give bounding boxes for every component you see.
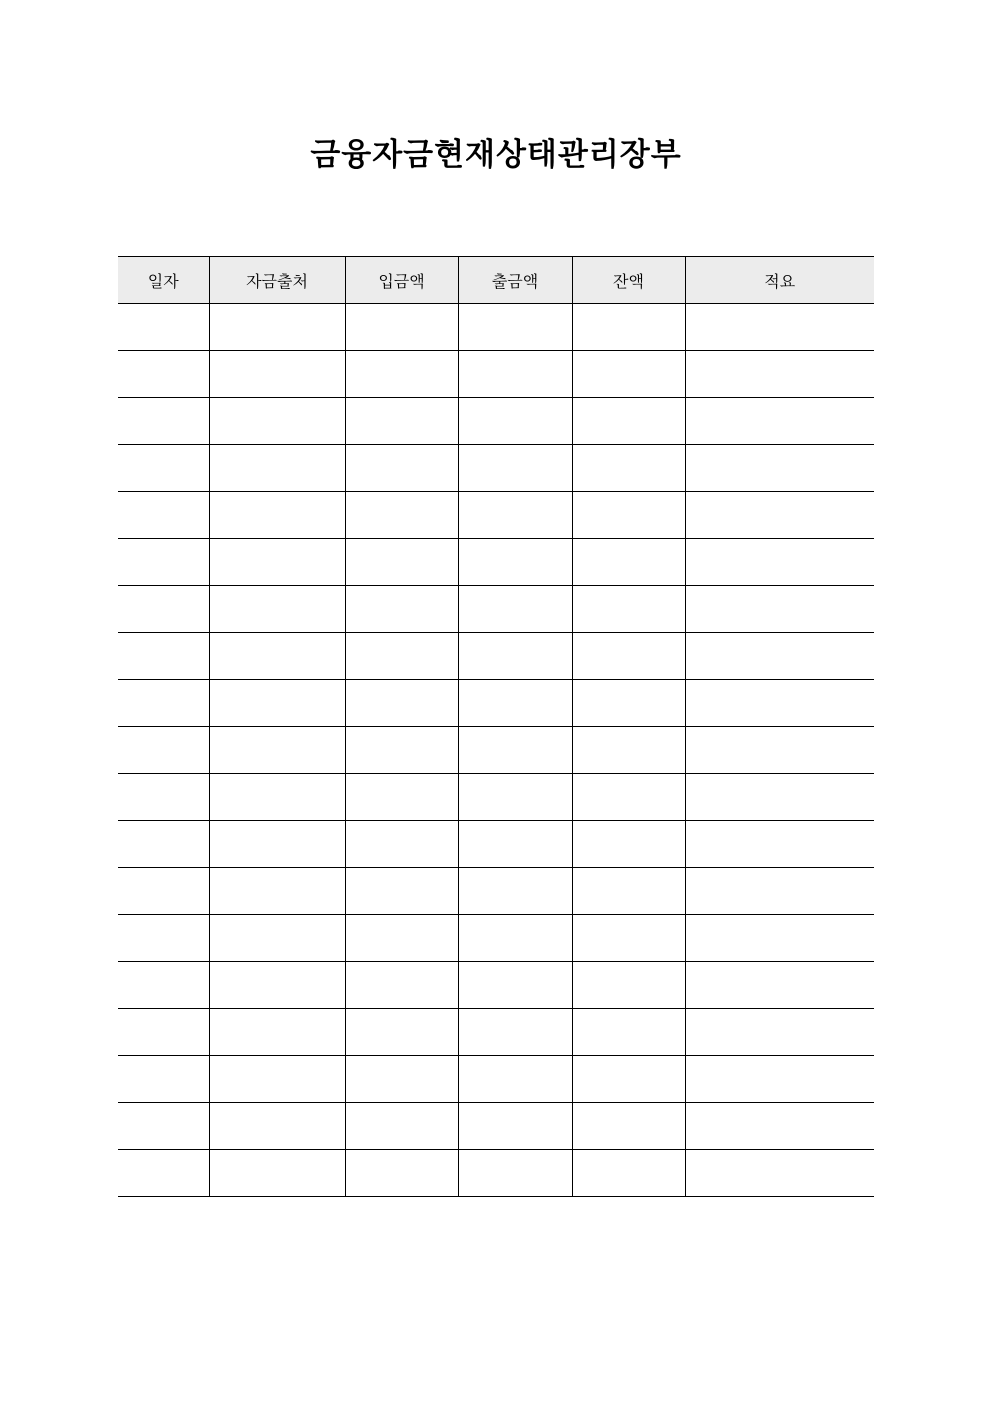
memo-cell[interactable] xyxy=(685,727,874,774)
fund-source-cell[interactable] xyxy=(209,445,345,492)
fund-source-cell[interactable] xyxy=(209,1009,345,1056)
fund-source-cell[interactable] xyxy=(209,586,345,633)
deposit-cell[interactable] xyxy=(345,821,458,868)
date-cell[interactable] xyxy=(118,680,209,727)
memo-cell[interactable] xyxy=(685,1056,874,1103)
memo-cell[interactable] xyxy=(685,821,874,868)
table-row xyxy=(118,304,874,351)
withdrawal-cell[interactable] xyxy=(458,1150,572,1197)
withdrawal-cell[interactable] xyxy=(458,727,572,774)
memo-cell[interactable] xyxy=(685,1150,874,1197)
withdrawal-cell[interactable] xyxy=(458,1056,572,1103)
deposit-cell[interactable] xyxy=(345,680,458,727)
date-cell[interactable] xyxy=(118,304,209,351)
withdrawal-cell[interactable] xyxy=(458,539,572,586)
table-row xyxy=(118,351,874,398)
deposit-cell[interactable] xyxy=(345,539,458,586)
fund-source-cell[interactable] xyxy=(209,821,345,868)
date-cell[interactable] xyxy=(118,586,209,633)
column-header-withdrawal: 출금액 xyxy=(458,257,572,304)
deposit-cell[interactable] xyxy=(345,586,458,633)
ledger-table xyxy=(118,256,874,1197)
fund-source-cell[interactable] xyxy=(209,727,345,774)
column-header-fund-source: 자금출처 xyxy=(209,257,345,304)
date-cell[interactable] xyxy=(118,727,209,774)
table-row xyxy=(118,398,874,445)
balance-cell[interactable] xyxy=(572,1009,685,1056)
balance-cell[interactable] xyxy=(572,1056,685,1103)
deposit-cell[interactable] xyxy=(345,1009,458,1056)
table-row xyxy=(118,1009,874,1056)
memo-cell[interactable] xyxy=(685,868,874,915)
date-cell[interactable] xyxy=(118,492,209,539)
fund-source-cell[interactable] xyxy=(209,1150,345,1197)
deposit-cell[interactable] xyxy=(345,633,458,680)
withdrawal-cell[interactable] xyxy=(458,962,572,1009)
balance-cell[interactable] xyxy=(572,680,685,727)
fund-source-cell[interactable] xyxy=(209,492,345,539)
memo-cell[interactable] xyxy=(685,633,874,680)
memo-cell[interactable] xyxy=(685,398,874,445)
fund-source-cell[interactable] xyxy=(209,398,345,445)
fund-source-cell[interactable] xyxy=(209,304,345,351)
date-cell[interactable] xyxy=(118,1056,209,1103)
deposit-cell[interactable] xyxy=(345,445,458,492)
withdrawal-cell[interactable] xyxy=(458,868,572,915)
withdrawal-cell[interactable] xyxy=(458,445,572,492)
balance-cell[interactable] xyxy=(572,727,685,774)
ledger-header-row xyxy=(118,257,874,304)
withdrawal-cell[interactable] xyxy=(458,821,572,868)
balance-cell[interactable] xyxy=(572,774,685,821)
table-row xyxy=(118,539,874,586)
deposit-cell[interactable] xyxy=(345,398,458,445)
withdrawal-cell[interactable] xyxy=(458,1103,572,1150)
table-row xyxy=(118,962,874,1009)
table-row xyxy=(118,868,874,915)
deposit-cell[interactable] xyxy=(345,915,458,962)
memo-cell[interactable] xyxy=(685,539,874,586)
date-cell[interactable] xyxy=(118,774,209,821)
table-row xyxy=(118,1056,874,1103)
table-row xyxy=(118,633,874,680)
balance-cell[interactable] xyxy=(572,539,685,586)
deposit-cell[interactable] xyxy=(345,1056,458,1103)
table-row xyxy=(118,1150,874,1197)
fund-source-cell[interactable] xyxy=(209,1103,345,1150)
memo-cell[interactable] xyxy=(685,445,874,492)
withdrawal-cell[interactable] xyxy=(458,304,572,351)
balance-cell[interactable] xyxy=(572,1150,685,1197)
memo-cell[interactable] xyxy=(685,680,874,727)
withdrawal-cell[interactable] xyxy=(458,398,572,445)
fund-source-cell[interactable] xyxy=(209,680,345,727)
date-cell[interactable] xyxy=(118,962,209,1009)
fund-source-cell[interactable] xyxy=(209,633,345,680)
column-header-date: 일자 xyxy=(118,257,209,304)
fund-source-cell[interactable] xyxy=(209,915,345,962)
memo-cell[interactable] xyxy=(685,774,874,821)
deposit-cell[interactable] xyxy=(345,727,458,774)
balance-cell[interactable] xyxy=(572,445,685,492)
fund-source-cell[interactable] xyxy=(209,962,345,1009)
balance-cell[interactable] xyxy=(572,351,685,398)
deposit-cell[interactable] xyxy=(345,304,458,351)
memo-cell[interactable] xyxy=(685,304,874,351)
fund-source-cell[interactable] xyxy=(209,351,345,398)
balance-cell[interactable] xyxy=(572,868,685,915)
ledger-body xyxy=(118,304,874,1197)
table-row xyxy=(118,915,874,962)
memo-cell[interactable] xyxy=(685,351,874,398)
fund-source-cell[interactable] xyxy=(209,868,345,915)
date-cell[interactable] xyxy=(118,351,209,398)
memo-cell[interactable] xyxy=(685,492,874,539)
fund-source-cell[interactable] xyxy=(209,774,345,821)
withdrawal-cell[interactable] xyxy=(458,586,572,633)
balance-cell[interactable] xyxy=(572,492,685,539)
memo-cell[interactable] xyxy=(685,1009,874,1056)
table-row xyxy=(118,774,874,821)
balance-cell[interactable] xyxy=(572,398,685,445)
withdrawal-cell[interactable] xyxy=(458,633,572,680)
memo-cell[interactable] xyxy=(685,962,874,1009)
date-cell[interactable] xyxy=(118,915,209,962)
withdrawal-cell[interactable] xyxy=(458,915,572,962)
deposit-cell[interactable] xyxy=(345,774,458,821)
document-title: 금융자금현재상태관리장부 xyxy=(310,137,682,173)
column-header-deposit: 입금액 xyxy=(345,257,458,304)
deposit-cell[interactable] xyxy=(345,492,458,539)
table-row xyxy=(118,492,874,539)
deposit-cell[interactable] xyxy=(345,1103,458,1150)
balance-cell[interactable] xyxy=(572,915,685,962)
date-cell[interactable] xyxy=(118,1103,209,1150)
date-cell[interactable] xyxy=(118,1150,209,1197)
table-row xyxy=(118,586,874,633)
table-row xyxy=(118,727,874,774)
deposit-cell[interactable] xyxy=(345,868,458,915)
date-cell[interactable] xyxy=(118,539,209,586)
date-cell[interactable] xyxy=(118,868,209,915)
memo-cell[interactable] xyxy=(685,915,874,962)
date-cell[interactable] xyxy=(118,633,209,680)
balance-cell[interactable] xyxy=(572,821,685,868)
withdrawal-cell[interactable] xyxy=(458,680,572,727)
balance-cell[interactable] xyxy=(572,304,685,351)
table-row xyxy=(118,680,874,727)
date-cell[interactable] xyxy=(118,1009,209,1056)
column-header-balance: 잔액 xyxy=(572,257,685,304)
deposit-cell[interactable] xyxy=(345,351,458,398)
withdrawal-cell[interactable] xyxy=(458,492,572,539)
table-row xyxy=(118,1103,874,1150)
date-cell[interactable] xyxy=(118,821,209,868)
balance-cell[interactable] xyxy=(572,586,685,633)
balance-cell[interactable] xyxy=(572,962,685,1009)
withdrawal-cell[interactable] xyxy=(458,351,572,398)
balance-cell[interactable] xyxy=(572,633,685,680)
table-row xyxy=(118,445,874,492)
date-cell[interactable] xyxy=(118,398,209,445)
date-cell[interactable] xyxy=(118,445,209,492)
withdrawal-cell[interactable] xyxy=(458,774,572,821)
fund-source-cell[interactable] xyxy=(209,539,345,586)
fund-source-cell[interactable] xyxy=(209,1056,345,1103)
deposit-cell[interactable] xyxy=(345,1150,458,1197)
table-row xyxy=(118,821,874,868)
deposit-cell[interactable] xyxy=(345,962,458,1009)
memo-cell[interactable] xyxy=(685,1103,874,1150)
balance-cell[interactable] xyxy=(572,1103,685,1150)
memo-cell[interactable] xyxy=(685,586,874,633)
withdrawal-cell[interactable] xyxy=(458,1009,572,1056)
column-header-memo: 적요 xyxy=(685,257,874,304)
